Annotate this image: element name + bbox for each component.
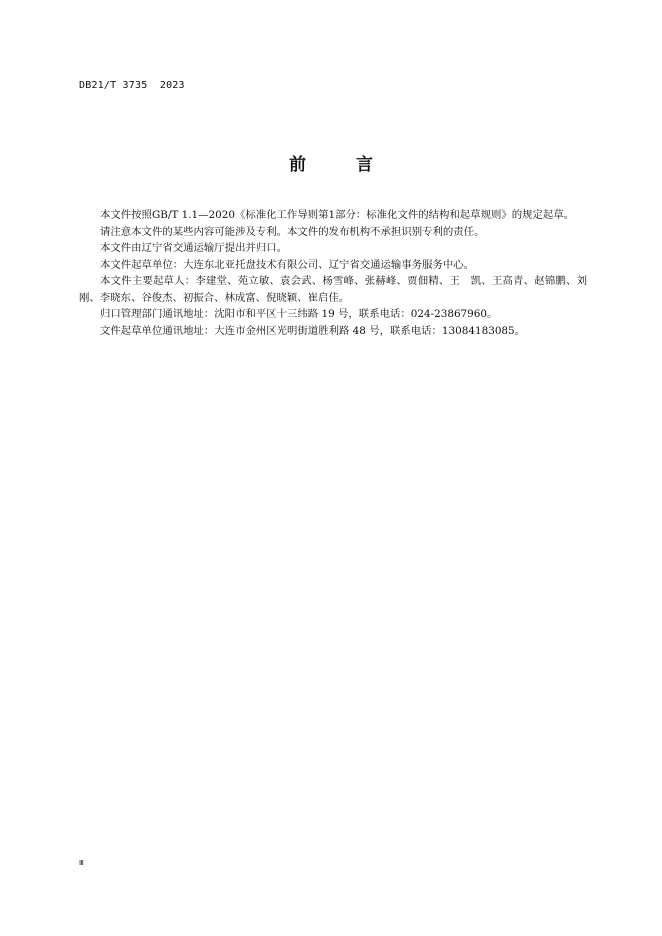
paragraph-drafting-units: 本文件起草单位：大连东北亚托盘技术有限公司、辽宁省交通运输事务服务中心。 bbox=[100, 258, 475, 271]
paragraph-authority-address: 归口管理部门通讯地址：沈阳市和平区十三纬路 19 号，联系电话：024-23867960。 bbox=[100, 308, 498, 320]
page-title: 前 言 bbox=[289, 155, 395, 175]
paragraph-drafters: 本文件主要起草人：李建堂、苑立敏、袁会武、杨雪峰、张赫峰、贾佃精、王 凯、王高青、赵锦鹏、刘 刚、李晓东、谷俊杰、初振合、林成富、倪晓颖、崔启佳。 bbox=[79, 275, 598, 304]
foreword-body bbox=[79, 207, 598, 339]
paragraph-drafter-address: 文件起草单位通讯地址：大连市金州区光明街道胜利路 48 号，联系电话：13084183085。 bbox=[100, 324, 526, 337]
document-code: DB21/T 3735 2023 bbox=[79, 80, 185, 91]
page-number: Ⅲ bbox=[79, 859, 84, 867]
paragraph-patent-notice: 请注意本文件的某些内容可能涉及专利。本文件的发布机构不承担识别专利的责任。 bbox=[100, 225, 485, 238]
paragraph-drafting-rules: 本文件按照GB/T 1.1—2020《标准化工作导则第1部分：标准化文件的结构和起草规则》的规定起草。 bbox=[100, 209, 575, 221]
paragraph-proposer: 本文件由辽宁省交通运输厅提出并归口。 bbox=[100, 242, 288, 254]
